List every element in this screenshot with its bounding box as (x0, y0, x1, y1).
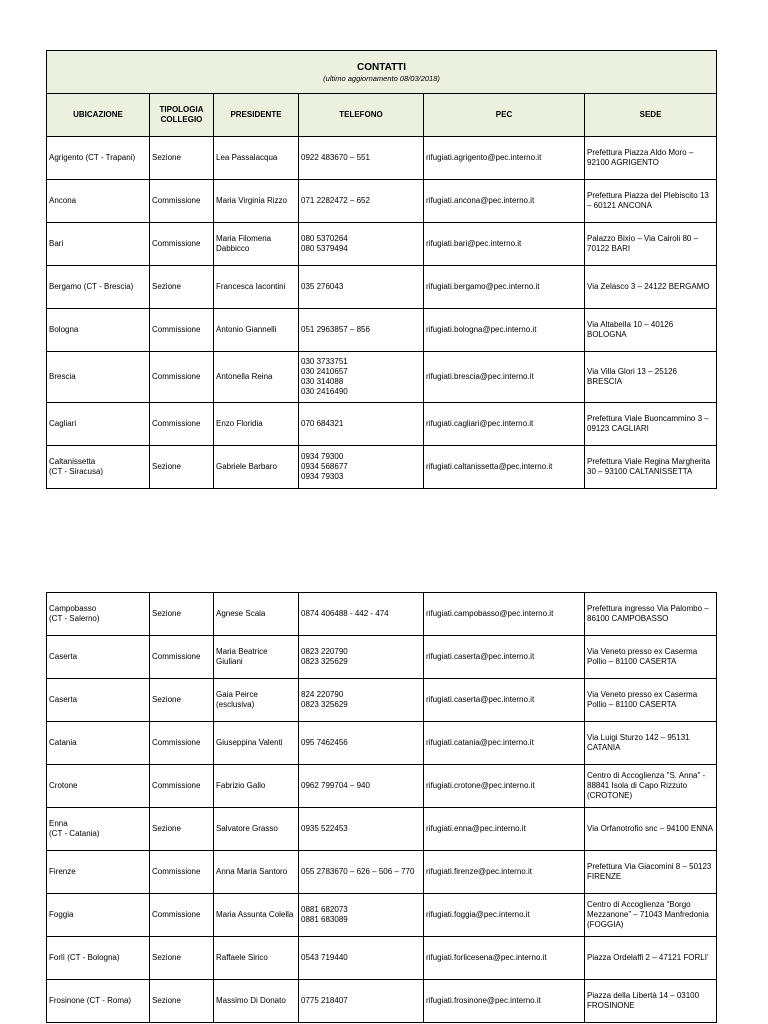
cell-tipologia: Commissione (150, 894, 214, 937)
cell-telefono: 0934 79300 0934 568677 0934 79303 (299, 446, 424, 489)
table-row (47, 180, 717, 223)
cell-presidente: Francesca Iacontini (214, 266, 299, 309)
cell-tipologia: Commissione (150, 309, 214, 352)
cell-ubicazione: Bologna (47, 309, 150, 352)
cell-sede: Prefettura Piazza Aldo Moro – 92100 AGRIGENTO (585, 137, 717, 180)
cell-ubicazione: Agrigento (CT - Trapani) (47, 137, 150, 180)
cell-sede: Prefettura Viale Regina Margherita 30 – 93100 CALTANISSETTA (585, 446, 717, 489)
table-title-cell (47, 51, 717, 94)
cell-tipologia: Commissione (150, 722, 214, 765)
cell-tipologia: Commissione (150, 636, 214, 679)
table-row (47, 636, 717, 679)
cell-ubicazione: Crotone (47, 765, 150, 808)
table-row (47, 679, 717, 722)
table-row (47, 937, 717, 980)
cell-tipologia: Sezione (150, 679, 214, 722)
contacts-table-top (46, 50, 717, 489)
cell-presidente: Maria Assunta Colella (214, 894, 299, 937)
column-header-tipologia: TIPOLOGIA COLLEGIO (150, 94, 214, 137)
cell-tipologia: Sezione (150, 137, 214, 180)
cell-pec: rifugiati.caltanissetta@pec.interno.it (424, 446, 585, 489)
cell-tipologia: Sezione (150, 446, 214, 489)
table-row (47, 446, 717, 489)
cell-pec: rifugiati.campobasso@pec.interno.it (424, 593, 585, 636)
cell-tipologia: Commissione (150, 851, 214, 894)
cell-pec: rifugiati.bari@pec.interno.it (424, 223, 585, 266)
cell-sede: Via Altabella 10 – 40126 BOLOGNA (585, 309, 717, 352)
cell-ubicazione: Enna (CT - Catania) (47, 808, 150, 851)
cell-presidente: Antonella Reina (214, 352, 299, 403)
table-row (47, 808, 717, 851)
cell-presidente: Maria Virginia Rizzo (214, 180, 299, 223)
cell-telefono: 0962 799704 – 940 (299, 765, 424, 808)
cell-presidente: Antonio Giannelli (214, 309, 299, 352)
table-row (47, 765, 717, 808)
cell-ubicazione: Campobasso (CT - Salerno) (47, 593, 150, 636)
table-row (47, 851, 717, 894)
table-row (47, 352, 717, 403)
cell-telefono: 095 7462456 (299, 722, 424, 765)
table-body-top (47, 137, 717, 489)
cell-pec: rifugiati.crotone@pec.interno.it (424, 765, 585, 808)
cell-pec: rifugiati.bergamo@pec.interno.it (424, 266, 585, 309)
table-row (47, 980, 717, 1023)
cell-ubicazione: Foggia (47, 894, 150, 937)
table-row (47, 266, 717, 309)
column-header-pec: PEC (424, 94, 585, 137)
cell-telefono: 071 2282472 – 652 (299, 180, 424, 223)
table-row (47, 309, 717, 352)
cell-sede: Via Luigi Sturzo 142 – 95131 CATANIA (585, 722, 717, 765)
cell-ubicazione: Bari (47, 223, 150, 266)
cell-telefono: 0775 218407 (299, 980, 424, 1023)
cell-presidente: Salvatore Grasso (214, 808, 299, 851)
table-row (47, 403, 717, 446)
column-header-presidente: PRESIDENTE (214, 94, 299, 137)
cell-tipologia: Commissione (150, 223, 214, 266)
table-body-bottom (47, 593, 717, 1023)
table-row (47, 593, 717, 636)
cell-pec: rifugiati.firenze@pec.interno.it (424, 851, 585, 894)
cell-tipologia: Commissione (150, 352, 214, 403)
cell-telefono: 080 5370264 080 5379494 (299, 223, 424, 266)
cell-ubicazione: Brescia (47, 352, 150, 403)
cell-presidente: Raffaele Sirico (214, 937, 299, 980)
cell-sede: Centro di Accoglienza “Borgo Mezzanone” – 71043 Manfredonia (FOGGIA) (585, 894, 717, 937)
cell-sede: Via Orfanotrofio snc – 94100 ENNA (585, 808, 717, 851)
cell-sede: Via Veneto presso ex Caserma Pollio – 81100 CASERTA (585, 679, 717, 722)
cell-telefono: 030 3733751 030 2410657 030 314088 030 2416490 (299, 352, 424, 403)
column-header-telefono: TELEFONO (299, 94, 424, 137)
cell-telefono: 070 684321 (299, 403, 424, 446)
cell-tipologia: Commissione (150, 180, 214, 223)
cell-ubicazione: Forlì (CT - Bologna) (47, 937, 150, 980)
cell-pec: rifugiati.frosinone@pec.interno.it (424, 980, 585, 1023)
cell-sede: Prefettura ingresso Via Palombo – 86100 CAMPOBASSO (585, 593, 717, 636)
cell-pec: rifugiati.foggia@pec.interno.it (424, 894, 585, 937)
cell-sede: Prefettura Viale Buoncammino 3 – 09123 CAGLIARI (585, 403, 717, 446)
cell-sede: Prefettura Via Giacomini 8 – 50123 FIRENZE (585, 851, 717, 894)
cell-pec: rifugiati.caserta@pec.interno.it (424, 636, 585, 679)
cell-tipologia: Commissione (150, 765, 214, 808)
cell-ubicazione: Firenze (47, 851, 150, 894)
table-title: CONTATTI (357, 61, 407, 73)
cell-pec: rifugiati.brescia@pec.interno.it (424, 352, 585, 403)
cell-tipologia: Sezione (150, 808, 214, 851)
cell-presidente: Anna Maria Santoro (214, 851, 299, 894)
cell-presidente: Gaia Peirce (esclusiva) (214, 679, 299, 722)
cell-telefono: 035 276043 (299, 266, 424, 309)
cell-presidente: Lea Passalacqua (214, 137, 299, 180)
cell-telefono: 0543 719440 (299, 937, 424, 980)
cell-pec: rifugiati.caserta@pec.interno.it (424, 679, 585, 722)
column-header-ubicazione: UBICAZIONE (47, 94, 150, 137)
cell-tipologia: Sezione (150, 937, 214, 980)
cell-tipologia: Commissione (150, 403, 214, 446)
table-row (47, 137, 717, 180)
cell-pec: rifugiati.ancona@pec.interno.it (424, 180, 585, 223)
cell-sede: Piazza della Libertà 14 – 03100 FROSINONE (585, 980, 717, 1023)
column-header-sede: SEDE (585, 94, 717, 137)
cell-presidente: Massimo Di Donato (214, 980, 299, 1023)
cell-ubicazione: Caserta (47, 636, 150, 679)
cell-telefono: 055 2783670 – 626 – 506 – 770 (299, 851, 424, 894)
cell-telefono: 0874 406488 - 442 - 474 (299, 593, 424, 636)
cell-presidente: Gabriele Barbaro (214, 446, 299, 489)
cell-sede: Prefettura Piazza del Plebiscito 13 – 60121 ANCONA (585, 180, 717, 223)
cell-ubicazione: Caserta (47, 679, 150, 722)
cell-presidente: Giuseppina Valenti (214, 722, 299, 765)
cell-presidente: Maria Filomena Dabbicco (214, 223, 299, 266)
cell-sede: Via Villa Glori 13 – 25126 BRESCIA (585, 352, 717, 403)
table-row (47, 223, 717, 266)
cell-presidente: Maria Beatrice Giuliani (214, 636, 299, 679)
cell-telefono: 824 220790 0823 325629 (299, 679, 424, 722)
cell-pec: rifugiati.forlicesena@pec.interno.it (424, 937, 585, 980)
cell-tipologia: Sezione (150, 593, 214, 636)
cell-pec: rifugiati.bologna@pec.interno.it (424, 309, 585, 352)
cell-ubicazione: Catania (47, 722, 150, 765)
cell-ubicazione: Bergamo (CT - Brescia) (47, 266, 150, 309)
cell-pec: rifugiati.cagliari@pec.interno.it (424, 403, 585, 446)
cell-ubicazione: Ancona (47, 180, 150, 223)
cell-presidente: Enzo Floridia (214, 403, 299, 446)
cell-tipologia: Sezione (150, 266, 214, 309)
cell-ubicazione: Frosinone (CT - Roma) (47, 980, 150, 1023)
cell-telefono: 0922 483670 – 551 (299, 137, 424, 180)
cell-sede: Via Veneto presso ex Caserma Pollio – 81100 CASERTA (585, 636, 717, 679)
cell-telefono: 0935 522453 (299, 808, 424, 851)
cell-sede: Via Zelasco 3 – 24122 BERGAMO (585, 266, 717, 309)
table-subtitle: (ultimo aggiornamento 08/03/2018) (323, 73, 440, 83)
cell-telefono: 0881 682073 0881 683089 (299, 894, 424, 937)
contacts-table-bottom (46, 592, 717, 1023)
cell-tipologia: Sezione (150, 980, 214, 1023)
table-row (47, 894, 717, 937)
cell-presidente: Fabrizio Gallo (214, 765, 299, 808)
cell-presidente: Agnese Scala (214, 593, 299, 636)
cell-telefono: 051 2963857 – 856 (299, 309, 424, 352)
cell-sede: Palazzo Bixio – Via Cairoli 80 – 70122 BARI (585, 223, 717, 266)
cell-pec: rifugiati.agrigento@pec.interno.it (424, 137, 585, 180)
cell-pec: rifugiati.enna@pec.interno.it (424, 808, 585, 851)
table-row (47, 722, 717, 765)
cell-sede: Centro di Accoglienza "S. Anna" - 88841 Isola di Capo Rizzuto (CROTONE) (585, 765, 717, 808)
cell-sede: Piazza Ordelaffi 2 – 47121 FORLI’ (585, 937, 717, 980)
cell-telefono: 0823 220790 0823 325629 (299, 636, 424, 679)
cell-ubicazione: Cagliari (47, 403, 150, 446)
cell-pec: rifugiati.catania@pec.interno.it (424, 722, 585, 765)
cell-ubicazione: Caltanissetta (CT - Siracusa) (47, 446, 150, 489)
